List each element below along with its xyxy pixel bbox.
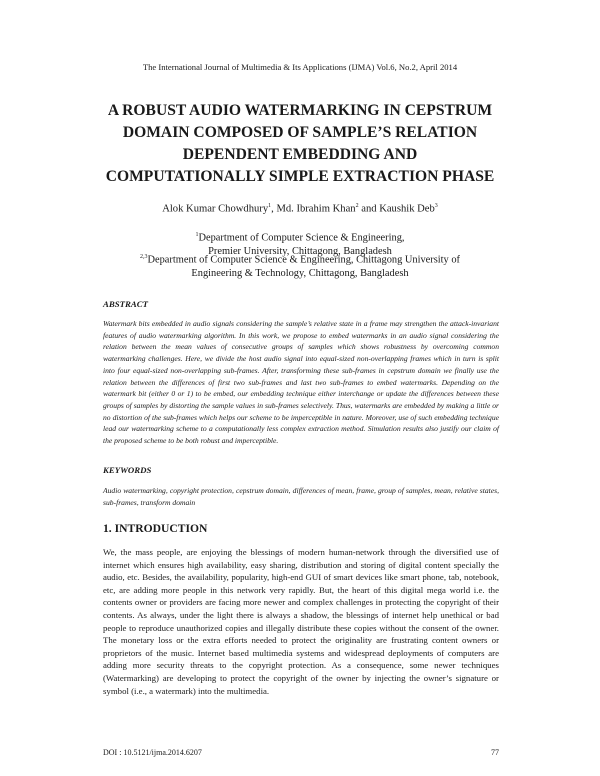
- journal-header: The International Journal of Multimedia & Its Applications (IJMA) Vol.6, No.2, April 2014: [142, 62, 458, 72]
- title-line-3: DEPENDENT EMBEDDING AND: [182, 146, 418, 163]
- title-line-2: DOMAIN COMPOSED OF SAMPLE’S RELATION: [122, 124, 478, 141]
- keywords-heading: KEYWORDS: [103, 465, 152, 475]
- affiliation-line: Department of Computer Science & Engineering, Chittagong University of: [147, 254, 460, 266]
- doi-label: DOI : 10.5121/ijma.2014.6207: [103, 748, 202, 757]
- introduction-body: We, the mass people, are enjoying the blessings of modern human-network through the diversified use of internet which ensures high availability, easy sharing, distribution and storing of digital content specially the audio, etc. Besides, the availability, popularity, high-end GUI of smart devices like smart phone, tab, notebook, etc, are adding more people in this network very rapidly. But, the heart of this digital mega world i.e. the contents owner or providers are facing more newer and complex challenges in protecting the copyright of their contents. As always, under the light there is always a shadow, the blessings of internet help unethical or bad people to reproduce unauthorized copies and illegally distribute these copies without the consent of the owner. The monetary loss or the extra efforts needed to protect the originality are frustrating content owners or proprietors of the music. Internet based multimedia systems and widespread deployments of computers are adding more security threats to the copyright protection. As a consequence, some newer techniques (Watermarking) are developing to protect the copyright of the owner by injecting the owner’s signature or symbol (i.e., a watermark) into the multimedia.: [103, 547, 499, 696]
- title-line-1: A ROBUST AUDIO WATERMARKING IN CEPSTRUM: [107, 102, 493, 119]
- author-list: [0, 203, 600, 215]
- affiliation-line: Department of Computer Science & Engineering,: [198, 232, 405, 244]
- author-separator: ,: [271, 203, 277, 215]
- abstract-body: Watermark bits embedded in audio signals considering the sample’s relative state in a frame may strengthen the attack-invariant features of audio watermarking algorithm. In this work, we propose to embed watermarks in an audio signal considering the relation between the mean values of consecutive groups of samples which shows robustness by overcoming common watermarking challenges. Here, we divide the host audio signal into equal-sized non-overlapping frames which in turn is split into four equal-sized non-overlapping sub-frames. After, transforming these sub-frames in cepstrum domain we finally use the relation between the differences of first two sub-frames and last two sub-frames to embed watermarks. Depending on the watermark bit (either 0 or 1) to be embed, our embedding technique either interchange or update the differences between these groups of samples by distorting the sample values in sub-frames selectively. Thus, watermarks are embedded by making a little or no distortion of the sub-frames which helps our scheme to be imperceptible in nature. Moreover, use of such embedding technique lead our watermarking scheme to a computationally less complex extraction method. Simulation results also justify our claim of the proposed scheme to be both robust and imperceptible.: [103, 319, 499, 446]
- affiliation-marker: 2,3: [139, 254, 148, 260]
- title-line-4: COMPUTATIONALLY SIMPLE EXTRACTION PHASE: [105, 168, 495, 185]
- abstract-heading: ABSTRACT: [103, 299, 148, 309]
- affiliation-line: Engineering & Technology, Chittagong, Bangladesh: [191, 268, 409, 280]
- paper-title: [60, 100, 540, 188]
- author-separator: and: [358, 203, 380, 215]
- author-marker: 2: [355, 203, 359, 209]
- affiliation-2: [0, 250, 600, 281]
- author-name: Alok Kumar Chowdhury: [162, 203, 269, 215]
- author-marker: 3: [434, 203, 438, 209]
- keywords-body: Audio watermarking, copyright protection, cepstrum domain, differences of mean, frame, group of samples, mean, relative states, sub-frames, transform domain: [103, 486, 499, 507]
- affiliation-line: Premier University, Chittagong, Bangladesh: [208, 246, 392, 258]
- author-marker: 1: [268, 203, 272, 209]
- author-name: Kaushik Deb: [379, 203, 435, 215]
- author-name: Md. Ibrahim Khan: [276, 203, 356, 215]
- affiliation-marker: 1: [195, 232, 199, 238]
- page-number: 77: [491, 748, 499, 757]
- introduction-heading: 1. INTRODUCTION: [103, 522, 208, 535]
